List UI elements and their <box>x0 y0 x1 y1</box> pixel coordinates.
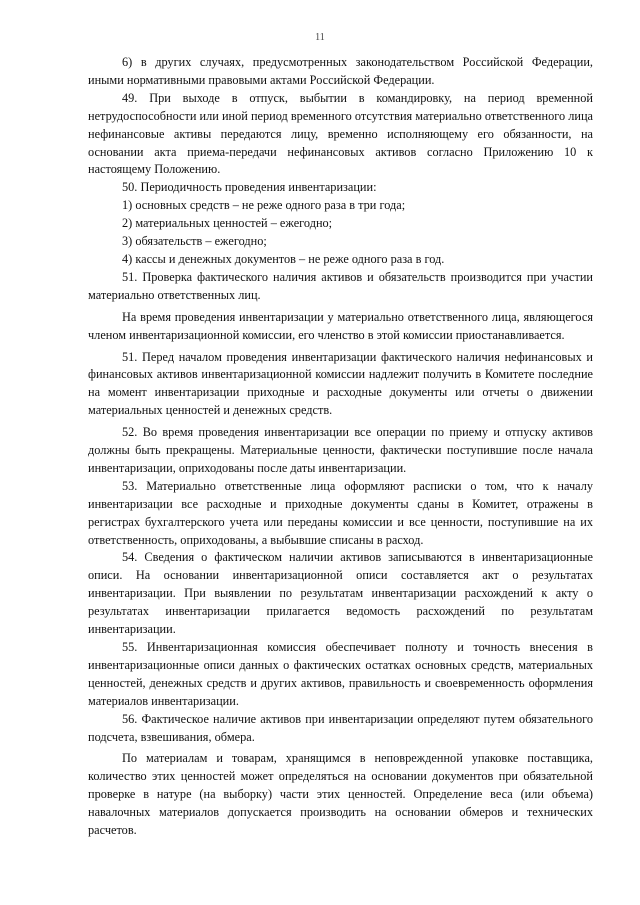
paragraph-item-6: 6) в других случаях, предусмотренных законодательством Российской Федерации, иными нормативными правовыми актами Российской Федерации. <box>88 55 593 87</box>
list-item-2: 2) материальных ценностей – ежегодно; <box>122 216 333 231</box>
document-body <box>88 54 593 840</box>
paragraph-52: 52. Во время проведения инвентаризации все операции по приему и отпуску активов должны быть прекращены. Материальные ценности, фактически поступившие после начала инвентаризации, оприходованы после даты инвентаризации. <box>88 425 593 475</box>
paragraph-56: 56. Фактическое наличие активов при инвентаризации определяют путем обязательного подсчета, взвешивания, обмера. <box>88 711 593 744</box>
paragraph-53: 53. Материально ответственные лица оформляют расписки о том, что к началу инвентаризации все расходные и приходные документы сданы в Комитет, отражены в регистрах бухгалтерского учета или переданы комиссии и все ценности, поступившие на их ответственность, оприходованы, а выбывшие списаны в расход. <box>88 478 593 547</box>
paragraph-49: 49. При выходе в отпуск, выбытии в командировку, на период временной нетрудоспособности или иной период временного отсутствия материально ответственного лица нефинансовые активы передаются лицу, временно исполняющему его обязанности, на основании акта приема-передачи нефинансовых активов согласно Приложению 10 к настоящему Положению. <box>88 90 593 177</box>
list-item-3: 3) обязательств – ежегодно; <box>122 234 267 249</box>
paragraph-51-a: 51. Проверка фактического наличия активов и обязательств производится при участии материально ответственных лиц. <box>88 269 593 302</box>
paragraph-51-b: 51. Перед началом проведения инвентаризации фактического наличия нефинансовых и финансовых активов инвентаризационной комиссии надлежит получить в Комитете последние на момент инвентаризации приходные и расходные документы или отчеты о движении материальных ценностей и денежных средств. <box>88 349 593 418</box>
list-item-4: 4) кассы и денежных документов – не реже одного раза в год. <box>122 251 445 266</box>
paragraph-51-note: На время проведения инвентаризации у материально ответственного лица, являющегося членом инвентаризационной комиссии, его членство в этой комиссии приостанавливается. <box>88 309 593 342</box>
paragraph-54: 54. Сведения о фактическом наличии активов записываются в инвентаризационные описи. На основании инвентаризационной описи составляется акт о результатах инвентаризации. При выявлении по результатам инвентаризации расхождений к акту о результатах инвентаризации прилагается ведомость расхождений по результатам инвентаризации. <box>88 550 593 637</box>
paragraph-56-note: По материалам и товарам, хранящимся в неповрежденной упаковке поставщика, количество этих ценностей может определяться на основании документов при обязательной проверке в натуре (на выборку) части этих ценностей. Определение веса (или объема) навалочных материалов допускается производить на основании обмеров и технических расчетов. <box>88 751 593 838</box>
paragraph-55: 55. Инвентаризационная комиссия обеспечивает полноту и точность внесения в инвентаризационные описи данных о фактических остатках основных средств, материальных ценностей, денежных средств и других активов, правильность и своевременность оформления материалов инвентаризации. <box>88 640 593 708</box>
page-number: 11 <box>315 32 325 43</box>
paragraph-50: 50. Периодичность проведения инвентаризации: <box>122 180 377 195</box>
list-item-1: 1) основных средств – не реже одного раза в три года; <box>122 198 406 213</box>
